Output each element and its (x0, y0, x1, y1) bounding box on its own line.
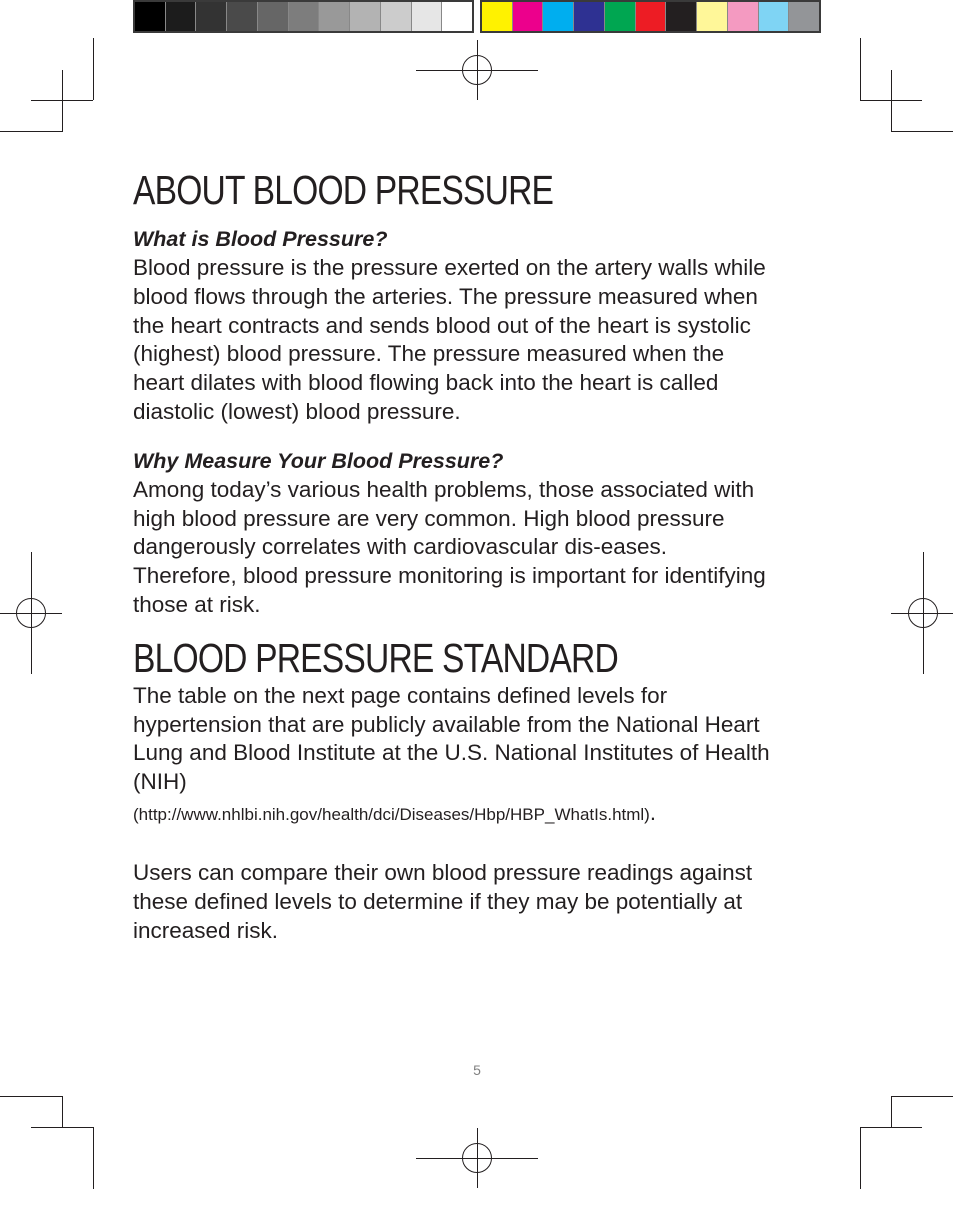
color-swatch-3 (543, 2, 574, 31)
paragraph-compare-readings: Users can compare their own blood pressure readings against these defined levels to determine if they may be potentially at increased risk. (133, 859, 753, 943)
url-period: . (649, 799, 656, 825)
nhlbi-url-text: (http://www.nhlbi.nih.gov/health/dci/Diseases/Hbp/HBP_WhatIs.html) (133, 804, 650, 824)
gray-swatch-1 (135, 2, 166, 31)
color-calibration-bar (480, 0, 821, 33)
paragraph-why-measure: Among today’s various health problems, those associated with high blood pressure are very common. High blood pressure dangerously correlates with cardiovascular dis-eases. Therefore, blood pressure monitoring is important for identifying those at risk. (133, 476, 766, 617)
section-title-blood-pressure-standard: BLOOD PRESSURE STANDARD (133, 634, 618, 681)
color-swatch-7 (666, 2, 697, 31)
paragraph-standard: The table on the next page contains defined levels for hypertension that are publicly available from the National Heart Lung and Blood Institute at the U.S. National Institutes of Health (NIH) (133, 682, 770, 795)
gray-swatch-3 (196, 2, 227, 31)
color-swatch-10 (759, 2, 790, 31)
gray-swatch-5 (258, 2, 289, 31)
color-swatch-9 (728, 2, 759, 31)
heading-what-is-blood-pressure: What is Blood Pressure? (133, 227, 388, 251)
gray-swatch-10 (412, 2, 443, 31)
color-swatch-8 (697, 2, 728, 31)
page-content (133, 166, 773, 945)
gray-swatch-6 (289, 2, 320, 31)
color-swatch-6 (636, 2, 667, 31)
color-swatch-1 (482, 2, 513, 31)
color-swatch-11 (789, 2, 819, 31)
gray-swatch-7 (319, 2, 350, 31)
paragraph-what-is-blood-pressure: Blood pressure is the pressure exerted on the artery walls while blood flows through the arteries. The pressure measured when the heart contracts and sends blood out of the heart is systolic (highest) blood pressure. The pressure measured when the heart dilates with blood flowing back into the heart is called diastolic (lowest) blood pressure. (133, 255, 766, 424)
gray-swatch-9 (381, 2, 412, 31)
color-swatch-2 (513, 2, 544, 31)
gray-swatch-11 (442, 2, 472, 31)
section-title-about-blood-pressure: ABOUT BLOOD PRESSURE (133, 167, 554, 213)
heading-why-measure: Why Measure Your Blood Pressure? (133, 448, 504, 473)
nhlbi-url (133, 799, 773, 829)
gray-swatch-2 (166, 2, 197, 31)
grayscale-calibration-bar (133, 0, 474, 33)
gray-swatch-8 (350, 2, 381, 31)
gray-swatch-4 (227, 2, 258, 31)
page-number: 5 (473, 1062, 481, 1078)
color-swatch-4 (574, 2, 605, 31)
color-swatch-5 (605, 2, 636, 31)
